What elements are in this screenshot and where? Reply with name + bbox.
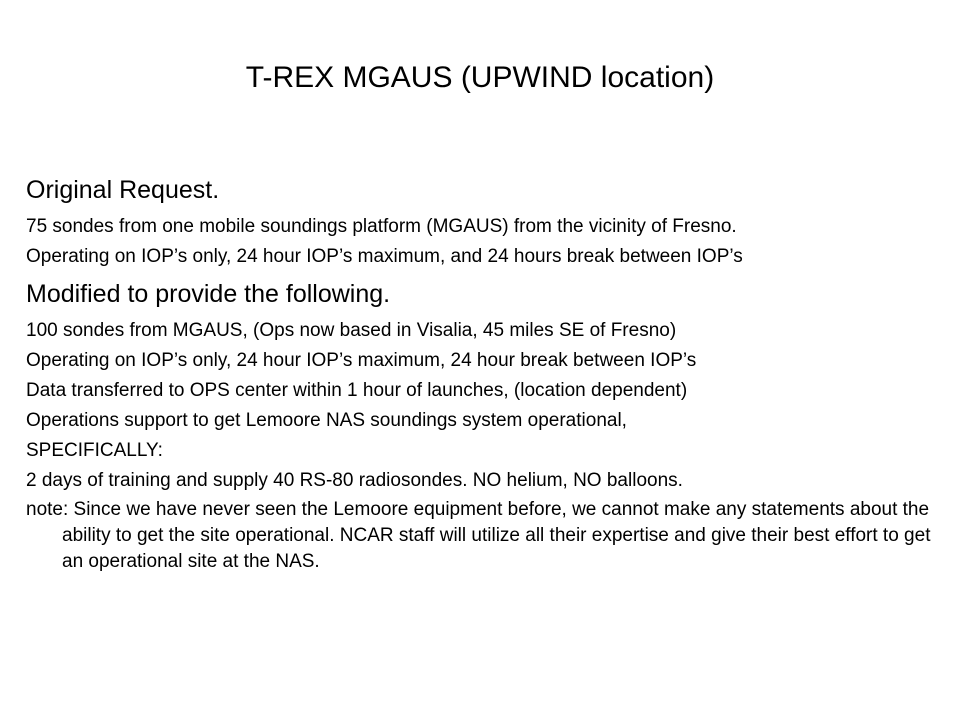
slide-body xyxy=(26,172,946,575)
modified-line-1: 100 sondes from MGAUS, (Ops now based in Visalia, 45 miles SE of Fresno) xyxy=(26,320,677,341)
original-request-line-2: Operating on IOP’s only, 24 hour IOP’s maximum, and 24 hours break between IOP’s xyxy=(26,246,743,267)
section-heading-original-request: Original Request. xyxy=(26,176,220,204)
modified-line-4: Operations support to get Lemoore NAS soundings system operational, xyxy=(26,410,627,431)
section-heading-modified: Modified to provide the following. xyxy=(26,280,391,308)
note-paragraph: note: Since we have never seen the Lemoore equipment before, we cannot make any statements about the ability to get the site operational. NCAR staff will utilize all their expertise and give their best effort to get an operational site at the NAS. xyxy=(26,499,931,572)
modified-line-3: Data transferred to OPS center within 1 hour of launches, (location dependent) xyxy=(26,380,688,401)
original-request-line-1: 75 sondes from one mobile soundings platform (MGAUS) from the vicinity of Fresno. xyxy=(26,216,737,237)
modified-line-5: SPECIFICALLY: xyxy=(26,440,163,461)
modified-line-6: 2 days of training and supply 40 RS-80 radiosondes. NO helium, NO balloons. xyxy=(26,470,683,491)
modified-line-2: Operating on IOP’s only, 24 hour IOP’s maximum, 24 hour break between IOP’s xyxy=(26,350,697,371)
slide-title: T-REX MGAUS (UPWIND location) xyxy=(245,61,715,94)
